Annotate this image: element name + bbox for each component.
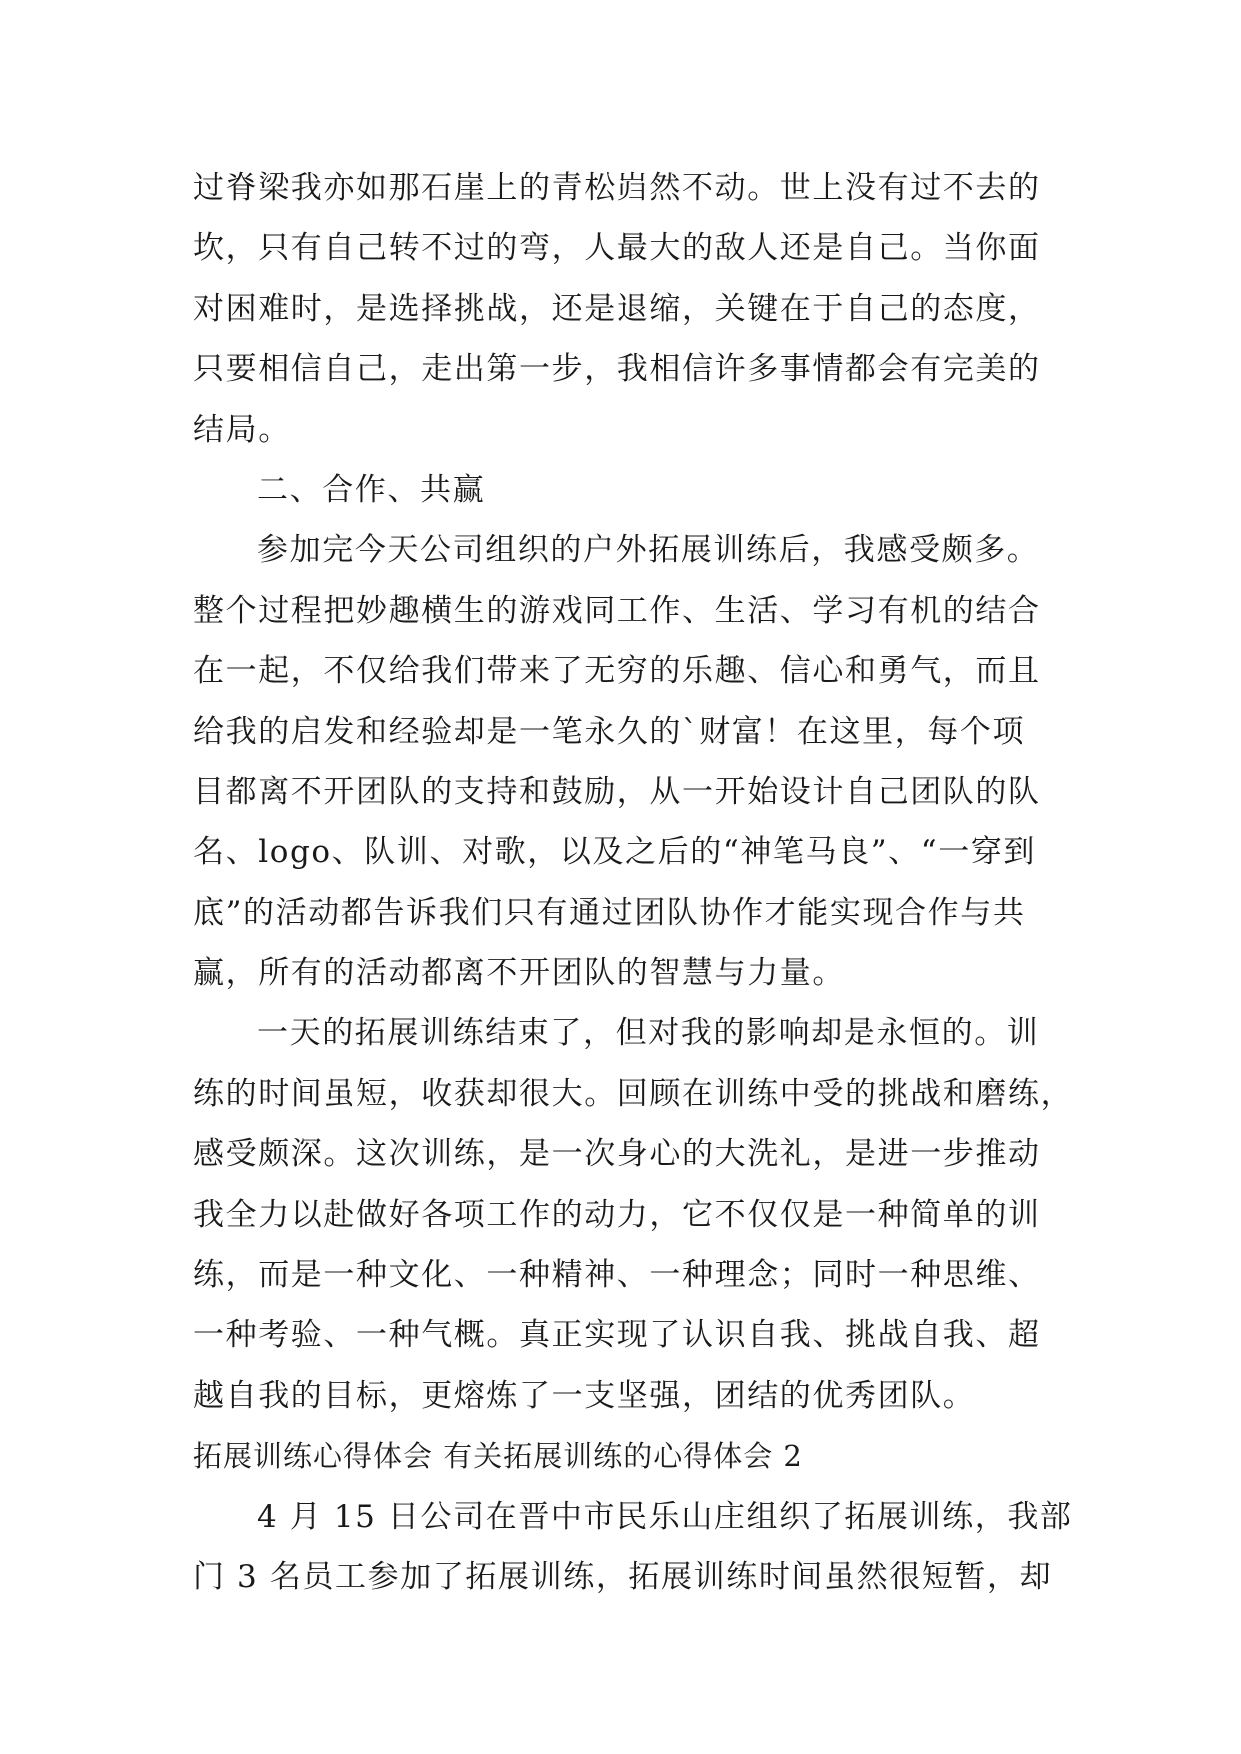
paragraph-line: 练，而是一种文化、一种精神、一种理念；同时一种思维、: [193, 1257, 1041, 1294]
paragraph-line: 坎，只有自己转不过的弯，人最大的敌人还是自己。当你面: [193, 230, 1041, 267]
paragraph-line: 参加完今天公司组织的户外拓展训练后，我感受颇多。: [257, 532, 1040, 569]
section-heading: 二、合作、共赢: [257, 471, 486, 508]
paragraph-line: 过脊梁我亦如那石崖上的青松岿然不动。世上没有过不去的: [193, 170, 1041, 206]
paragraph-line: 练的时间虽短，收获却很大。回顾在训练中受的挑战和磨练，: [193, 1075, 1074, 1112]
paragraph-line: 我全力以赴做好各项工作的动力，它不仅仅是一种简单的训: [193, 1196, 1041, 1233]
paragraph-line: 结局。: [193, 411, 291, 448]
article-title: 拓展训练心得体会 有关拓展训练的心得体会 2: [193, 1439, 803, 1474]
paragraph-line: 目都离不开团队的支持和鼓励，从一开始设计自己团队的队: [193, 773, 1041, 810]
paragraph-line: 在一起，不仅给我们带来了无穷的乐趣、信心和勇气，而且: [193, 653, 1041, 690]
paragraph-line: 名、logo、队训、对歌，以及之后的“神笔马良”、“一穿到: [193, 834, 1037, 871]
paragraph-line: 整个过程把妙趣横生的游戏同工作、生活、学习有机的结合: [193, 592, 1041, 629]
paragraph-line: 一天的拓展训练结束了，但对我的影响却是永恒的。训: [257, 1015, 1040, 1052]
document-body: [193, 158, 1073, 1607]
paragraph-line: 门 3 名员工参加了拓展训练，拓展训练时间虽然很短暂，却: [193, 1558, 1053, 1595]
paragraph-line: 越自我的目标，更熔炼了一支坚强，团结的优秀团队。: [193, 1377, 976, 1414]
paragraph-line: 感受颇深。这次训练，是一次身心的大洗礼，是进一步推动: [193, 1136, 1041, 1173]
paragraph-line: 4 月 15 日公司在晋中市民乐山庄组织了拓展训练，我部: [257, 1498, 1073, 1535]
paragraph-line: 一种考验、一种气概。真正实现了认识自我、挑战自我、超: [193, 1317, 1041, 1354]
paragraph-line: 对困难时，是选择挑战，还是退缩，关键在于自己的态度，: [193, 290, 1041, 327]
paragraph-line: 给我的启发和经验却是一笔永久的`财富！在这里，每个项: [193, 713, 1026, 750]
paragraph-line: 只要相信自己，走出第一步，我相信许多事情都会有完美的: [193, 351, 1041, 388]
paragraph-line: 赢，所有的活动都离不开团队的智慧与力量。: [193, 955, 845, 992]
paragraph-line: 底”的活动都告诉我们只有通过团队协作才能实现合作与共: [193, 894, 1026, 931]
